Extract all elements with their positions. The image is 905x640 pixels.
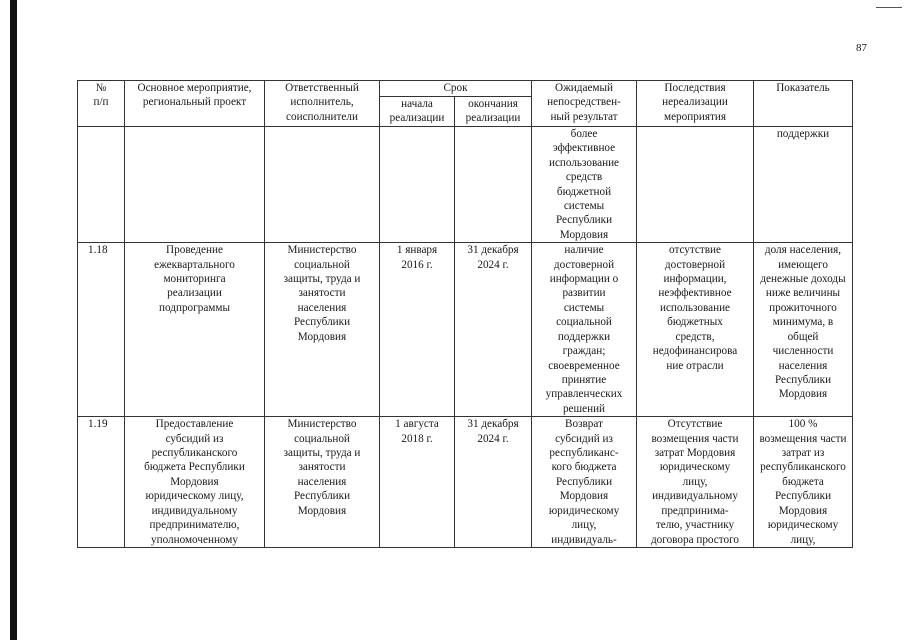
header-responsible: Ответственный исполнитель, соисполнители [265,81,380,127]
cell-responsible [265,127,380,243]
header-end: окончания реализации [455,97,532,127]
cell-consequences: Отсутствие возмещения части затрат Мордовия юридическому лицу, индивидуальному предпринима- телю, участнику договора простого [637,417,754,548]
header-consequences: Последствия нереализации мероприятия [637,81,754,127]
table-row [78,127,853,243]
cell-indicator: поддержки [754,127,853,243]
scan-left-border [10,0,17,640]
cell-end [455,127,532,243]
cell-result: наличие достоверной информации о развитии системы социальной поддержки граждан; своевременное принятие управленческих решений [532,243,637,417]
cell-end: 31 декабря 2024 г. [455,417,532,548]
header-indicator: Показатель [754,81,853,127]
cell-result: более эффективное использование средств бюджетной системы Республики Мордовия [532,127,637,243]
header-num: № п/п [78,81,125,127]
cell-num: 1.18 [78,243,125,417]
cell-start: 1 августа 2018 г. [380,417,455,548]
header-term: Срок [380,81,532,97]
plan-table [77,80,853,548]
scan-corner-mark [876,7,902,8]
cell-end: 31 декабря 2024 г. [455,243,532,417]
cell-event: Предоставление субсидий из республиканского бюджета Республики Мордовия юридическому лицу, индивидуальному предпринимателю, уполномоченному [125,417,265,548]
header-result: Ожидаемый непосредствен- ный результат [532,81,637,127]
cell-indicator: доля населения, имеющего денежные доходы ниже величины прожиточного минимума, в общей численности населения Республики Мордовия [754,243,853,417]
cell-num: 1.19 [78,417,125,548]
cell-num [78,127,125,243]
header-row-top [78,81,853,97]
table-row [78,417,853,548]
cell-event [125,127,265,243]
page-number: 87 [856,42,867,54]
cell-event: Проведение ежеквартального мониторинга реализации подпрограммы [125,243,265,417]
header-start: начала реализации [380,97,455,127]
table-row [78,243,853,417]
cell-responsible: Министерство социальной защиты, труда и занятости населения Республики Мордовия [265,243,380,417]
cell-result: Возврат субсидий из республиканс- кого бюджета Республики Мордовия юридическому лицу, индивидуаль- [532,417,637,548]
cell-responsible: Министерство социальной защиты, труда и занятости населения Республики Мордовия [265,417,380,548]
cell-indicator: 100 % возмещения части затрат из республиканского бюджета Республики Мордовия юридическому лицу, [754,417,853,548]
cell-consequences: отсутствие достоверной информации, неэффективное использование бюджетных средств, недофинансирова ние отрасли [637,243,754,417]
header-event: Основное мероприятие, региональный проект [125,81,265,127]
cell-consequences [637,127,754,243]
cell-start: 1 января 2016 г. [380,243,455,417]
cell-start [380,127,455,243]
